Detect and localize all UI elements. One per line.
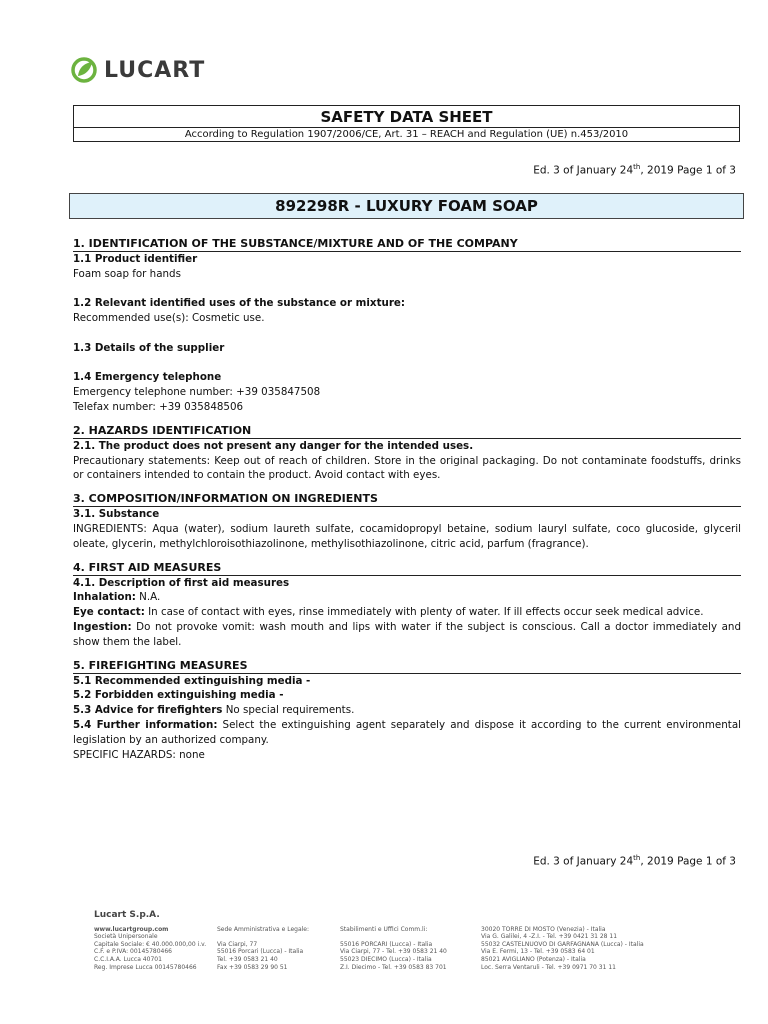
subsection-4-1: 4.1. Description of first aid measures: [73, 576, 290, 589]
lucart-logo: [70, 56, 205, 84]
edition-line-top: Ed. 3 of January 24th, 2019 Page 1 of 3: [533, 163, 736, 177]
logo-text: LUCART: [104, 57, 206, 83]
ingredients-text: INGREDIENTS: Aqua (water), sodium laureth sulfate, cocamidopropyl betaine, sodium lauryl sulfate, coco glucoside, glyceril oleate, glycerin, methylchloroisothiazolinone, methylisothiazolinone, citric acid, parfum (fragrance).: [73, 522, 741, 550]
footer-col-plants-2: 30020 TORRE DI MOSTO (Venezia) - Italia Via G. Galilei, 4 -Z.I. - Tel. +39 0421 31 28 11 55032 CASTELNUOVO DI GARFAGNANA (Lucca) - Italia Via E. Fermi, 13 - Tel. +39 0583 64 01 85021 AVIGLIANO (Potenza) - Italia Loc. Serra Ventaruli - Tel. +39 0971 70 31 11: [481, 925, 644, 971]
section-5-heading: 5. FIREFIGHTING MEASURES: [73, 658, 741, 674]
section-1-heading: 1. IDENTIFICATION OF THE SUBSTANCE/MIXTURE AND OF THE COMPANY: [73, 236, 741, 252]
subsection-5-4: 5.4 Further information: Select the extinguishing agent separately and dispose it according to the current environmental legislation by an authorized company.: [73, 718, 741, 746]
specific-hazards-text: SPECIFIC HAZARDS: none: [73, 748, 205, 761]
subsection-3-1: 3.1. Substance: [73, 508, 160, 521]
recommended-use-text: Recommended use(s): Cosmetic use.: [73, 312, 265, 325]
document-title: SAFETY DATA SHEET: [74, 107, 739, 128]
leaf-logo-icon: [70, 56, 98, 84]
footer-col-registration: www.lucartgroup.com Società Unipersonale Capitale Sociale: € 40.000.000,00 i.v. C.F. e P.IVA: 00145780466 C.C.I.A.A. Lucca 40701 Reg. Imprese Lucca 00145780466: [94, 925, 207, 971]
section-2-heading: 2. HAZARDS IDENTIFICATION: [73, 423, 741, 439]
title-box: [73, 105, 740, 142]
product-identifier-text: Foam soap for hands: [73, 267, 181, 280]
footer-col-headquarters: Sede Amministrativa e Legale: Via Ciarpi, 77 55016 Porcari (Lucca) - Italia Tel. +39 0583 21 40 Fax +39 0583 29 90 51: [217, 925, 310, 971]
company-footer: [94, 912, 734, 971]
emergency-phone-text: Emergency telephone number: +39 035847508: [73, 386, 321, 399]
subsection-2-1: 2.1. The product does not present any danger for the intended uses.: [73, 439, 474, 452]
ingestion-line: Ingestion: Do not provoke vomit: wash mouth and lips with water if the subject is conscious. Call a doctor immediately and show them the label.: [73, 620, 741, 648]
subsection-5-1: 5.1 Recommended extinguishing media -: [73, 674, 311, 687]
footer-company-name: Lucart S.p.A.: [94, 910, 160, 920]
footer-col-plants: Stabilimenti e Uffici Comm.li: 55016 PORCARI (Lucca) - Italia Via Ciarpi, 77 - Tel. +39 0583 21 40 55023 DIECIMO (Lucca) - Italia Z.I. Diecimo - Tel. +39 0583 83 701: [340, 925, 447, 971]
regulation-subtitle: According to Regulation 1907/2006/CE, Art. 31 – REACH and Regulation (UE) n.453/2010: [184, 129, 629, 140]
subsection-1-1: 1.1 Product identifier: [73, 253, 198, 265]
subsection-1-3: 1.3 Details of the supplier: [73, 341, 225, 354]
eye-contact-line: Eye contact: In case of contact with eyes, rinse immediately with plenty of water. If ill effects occur seek medical advice.: [73, 606, 704, 619]
section-3-heading: 3. COMPOSITION/INFORMATION ON INGREDIENTS: [73, 491, 741, 507]
edition-line-bottom: Ed. 3 of January 24th, 2019 Page 1 of 3: [533, 854, 736, 868]
subsection-1-4: 1.4 Emergency telephone: [73, 371, 222, 384]
inhalation-line: Inhalation: N.A.: [73, 591, 161, 604]
precautionary-text: Precautionary statements: Keep out of reach of children. Store in the original packaging. Do not contaminate foodstuffs, drinks or containers intended to contain the product. Avoid contact with eyes.: [73, 454, 741, 482]
product-title: 892298R - LUXURY FOAM SOAP: [69, 193, 744, 219]
subsection-5-2: 5.2 Forbidden extinguishing media -: [73, 689, 284, 702]
section-4-heading: 4. FIRST AID MEASURES: [73, 560, 741, 576]
subsection-1-2: 1.2 Relevant identified uses of the substance or mixture:: [73, 297, 406, 310]
telefax-text: Telefax number: +39 035848506: [73, 400, 244, 413]
subsection-5-3: 5.3 Advice for firefighters No special requirements.: [73, 704, 355, 717]
sds-content: [73, 236, 741, 762]
